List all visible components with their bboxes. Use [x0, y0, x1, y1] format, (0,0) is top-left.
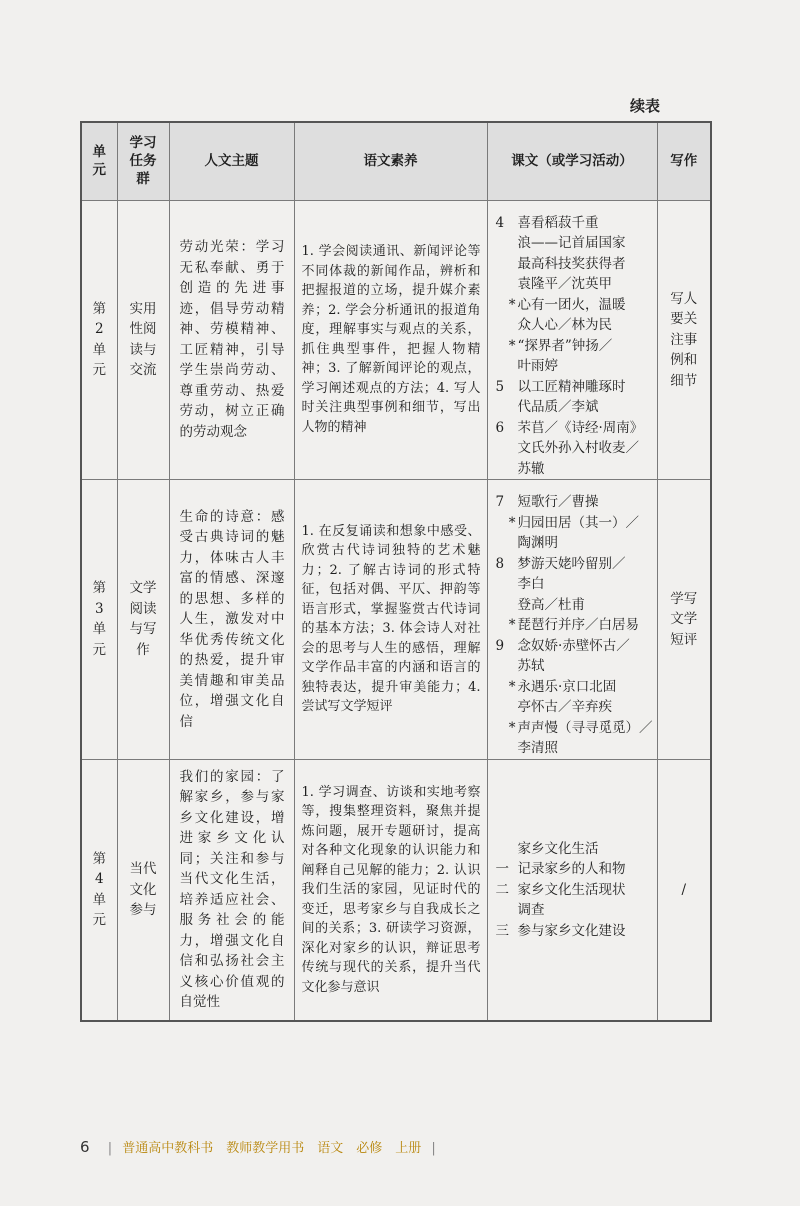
- text-list-item: [496, 880, 651, 901]
- header-unit: 单元: [81, 122, 117, 200]
- text-list-item: [496, 438, 651, 459]
- text-item-marker: [496, 274, 518, 295]
- writing-cell: /: [657, 759, 711, 1021]
- text-item-label: 永遇乐·京口北固: [517, 678, 617, 695]
- text-item-label: 苏轼: [517, 658, 545, 674]
- text-item-label: 喜看稻菽千重: [517, 214, 599, 231]
- table-row-unit-3: [81, 480, 711, 760]
- text-item-label: 短歌行／曹操: [517, 494, 599, 510]
- page-number: 6: [80, 1138, 90, 1156]
- texts-cell: [487, 759, 657, 1021]
- curriculum-table: [80, 121, 712, 1022]
- text-item-marker: [496, 900, 518, 921]
- text-item-marker: 6: [495, 419, 505, 436]
- text-list-item: [496, 274, 651, 295]
- unit-cell: 第2单元: [81, 200, 117, 480]
- text-item-marker: [496, 574, 518, 595]
- text-list-item: [496, 859, 651, 880]
- language-literacy-cell: 1. 在反复诵读和想象中感受、欣赏古代诗词独特的艺术魅力；2. 了解古诗词的形式特征，包括对偶、平仄、押韵等语言形式，掌握鉴赏古代诗词的基本方法；3. 体会诗人对社会的思考与人生的感悟，理解文学作品丰富的内涵和语言的独特表达，提升审美能力；4. 尝试写文学短评: [294, 480, 487, 760]
- text-item-label: 念奴娇·赤壁怀古／: [517, 637, 630, 654]
- text-item-marker: 二: [495, 881, 509, 898]
- text-item-label: 浪——记首届国家: [517, 235, 626, 251]
- text-item-label: 苏辙: [517, 460, 545, 477]
- text-item-label: 陶渊明: [517, 535, 558, 551]
- humanistic-theme-cell: 我们的家园：了解家乡，参与家乡文化建设，增进家乡文化认同；关注和参与当代文化生活，培养适应社会、服务社会的能力，增强文化自信和弘扬社会主义核心价值观的自觉性: [169, 759, 294, 1021]
- task-group-cell: 实用性阅读与交流: [117, 200, 169, 480]
- text-item-label: 梦游天姥吟留别／: [517, 555, 626, 572]
- text-list-item: [496, 636, 651, 657]
- text-list-item: [496, 213, 651, 234]
- text-list-item: [496, 336, 651, 357]
- text-item-marker: 5: [495, 378, 505, 395]
- task-group-cell: 文学阅读与写作: [117, 480, 169, 760]
- table-row-unit-4: [81, 759, 711, 1021]
- book-title: 普通高中教科书 教师教学用书 语文 必修 上册: [122, 1141, 422, 1156]
- footer-separator: |: [107, 1141, 113, 1156]
- text-list-item: [496, 295, 651, 316]
- text-list-item: [496, 533, 651, 554]
- text-item-marker: [496, 656, 518, 677]
- text-item-label: “探界者”钟扬／: [517, 337, 613, 354]
- text-item-label: 袁隆平／沈英甲: [517, 276, 612, 292]
- text-item-label: 李清照: [517, 740, 558, 756]
- text-list-item: [496, 677, 651, 698]
- text-item-label: 代品质／李斌: [517, 399, 599, 415]
- table-header-row: [81, 122, 711, 200]
- text-item-marker: [496, 315, 518, 336]
- text-item-label: 李白: [517, 576, 545, 592]
- header-texts: 课文（或学习活动）: [487, 122, 657, 200]
- text-item-marker: [496, 595, 518, 616]
- text-item-marker: [496, 397, 518, 418]
- text-item-label: 最高科技奖获得者: [517, 255, 626, 272]
- header-writing: 写作: [657, 122, 711, 200]
- text-item-marker: 4: [495, 214, 505, 231]
- text-item-label: 亭怀古／辛弃疾: [517, 699, 612, 715]
- text-list-item: [496, 459, 651, 480]
- humanistic-theme-cell: 生命的诗意：感受古典诗词的魅力，体味古人丰富的情感、深邃的思想、多样的人生，激发对中华优秀传统文化的热爱，提升审美情趣和审美品位，增强文化自信: [169, 480, 294, 760]
- text-list-item: [496, 900, 651, 921]
- humanistic-theme-cell: 劳动光荣：学习无私奉献、勇于创造的先进事迹，倡导劳动精神、劳模精神、工匠精神，引导学生崇尚劳动、尊重劳动、热爱劳动，树立正确的劳动观念: [169, 200, 294, 480]
- text-item-marker: [496, 254, 518, 275]
- text-list-item: [496, 377, 651, 398]
- text-list-item: [496, 418, 651, 439]
- text-item-marker: *: [508, 719, 516, 736]
- text-item-marker: 三: [495, 922, 509, 939]
- text-list-item: [496, 254, 651, 275]
- text-item-label: 家乡文化生活现状: [517, 881, 626, 898]
- text-list-item: [496, 656, 651, 677]
- text-item-label: 以工匠精神雕琢时: [517, 378, 626, 395]
- text-item-label: 声声慢（寻寻觅觅）／: [517, 719, 653, 736]
- text-item-label: 众人心／林为民: [517, 317, 612, 333]
- text-item-marker: *: [508, 678, 516, 695]
- unit-cell: 第4单元: [81, 759, 117, 1021]
- text-item-label: 文氏外孙入村收麦／: [517, 440, 639, 456]
- text-list-item: [496, 492, 651, 513]
- writing-cell: 写人要关注事例和细节: [657, 200, 711, 480]
- table-row-unit-2: [81, 200, 711, 480]
- footer-separator: |: [431, 1141, 436, 1156]
- text-item-label: 家乡文化生活: [517, 840, 599, 857]
- text-list-item: [496, 356, 651, 377]
- texts-cell: [487, 480, 657, 760]
- unit-cell: 第3单元: [81, 480, 117, 760]
- text-list-item: [496, 839, 651, 860]
- text-item-label: 琵琶行并序／白居易: [517, 617, 639, 633]
- header-language-literacy: 语文素养: [294, 122, 487, 200]
- text-item-marker: 9: [495, 637, 505, 654]
- text-list-item: [496, 513, 651, 534]
- text-list-item: [496, 718, 651, 739]
- texts-cell: [487, 200, 657, 480]
- text-item-marker: [496, 356, 518, 377]
- task-group-cell: 当代文化参与: [117, 759, 169, 1021]
- text-item-label: 登高／杜甫: [517, 596, 585, 613]
- text-item-label: 记录家乡的人和物: [517, 861, 626, 877]
- text-item-marker: [496, 459, 518, 480]
- text-item-label: 叶雨婷: [517, 358, 558, 374]
- text-item-label: 归园田居（其一）／: [517, 514, 639, 531]
- text-list-item: [496, 615, 651, 636]
- text-item-marker: 一: [495, 861, 509, 877]
- header-humanistic-theme: 人文主题: [169, 122, 294, 200]
- text-item-marker: *: [508, 296, 516, 313]
- text-item-marker: [496, 738, 518, 759]
- text-list-item: [496, 921, 651, 942]
- text-item-marker: [496, 438, 518, 459]
- continued-table-label: 续表: [629, 97, 660, 115]
- text-item-marker: 7: [495, 494, 505, 510]
- text-list-item: [496, 574, 651, 595]
- text-item-marker: *: [508, 337, 516, 354]
- header-task-group: 学习任务群: [117, 122, 169, 200]
- language-literacy-cell: 1. 学会阅读通讯、新闻评论等不同体裁的新闻作品，辨析和把握报道的立场，提升媒介素养；2. 学会分析通讯的报道角度，理解事实与观点的关系，抓住典型事件，把握人物精神；3. 了解新闻评论的观点，学习阐述观点的方法；4. 写人时关注典型事例和细节，写出人物的精神: [294, 200, 487, 480]
- text-item-marker: 8: [495, 555, 505, 572]
- text-list-item: [496, 315, 651, 336]
- text-item-marker: [496, 839, 518, 860]
- text-item-label: 参与家乡文化建设: [517, 922, 626, 939]
- text-item-marker: [496, 533, 518, 554]
- text-item-marker: *: [508, 514, 516, 531]
- text-item-label: 调查: [517, 902, 545, 918]
- text-list-item: [496, 554, 651, 575]
- writing-cell: 学写文学短评: [657, 480, 711, 760]
- text-list-item: [496, 233, 651, 254]
- page-footer: [80, 1137, 442, 1156]
- text-list-item: [496, 697, 651, 718]
- text-item-marker: *: [508, 617, 516, 633]
- text-list-item: [496, 397, 651, 418]
- text-item-marker: [496, 697, 518, 718]
- text-item-label: 芣苢／《诗经·周南》: [517, 419, 644, 436]
- language-literacy-cell: 1. 学习调查、访谈和实地考察等，搜集整理资料，聚焦并提炼问题，展开专题研讨，提高对各种文化现象的认识能力和阐释自己见解的能力；2. 认识我们生活的家园，见证时代的变迁，思考家乡与自我成长之间的关系；3. 研读学习资源，深化对家乡的认识，辩证思考传统与现代的关系，提升当代文化参与意识: [294, 759, 487, 1021]
- text-item-label: 心有一团火，温暖: [517, 296, 626, 313]
- text-list-item: [496, 738, 651, 759]
- text-list-item: [496, 595, 651, 616]
- text-item-marker: [496, 233, 518, 254]
